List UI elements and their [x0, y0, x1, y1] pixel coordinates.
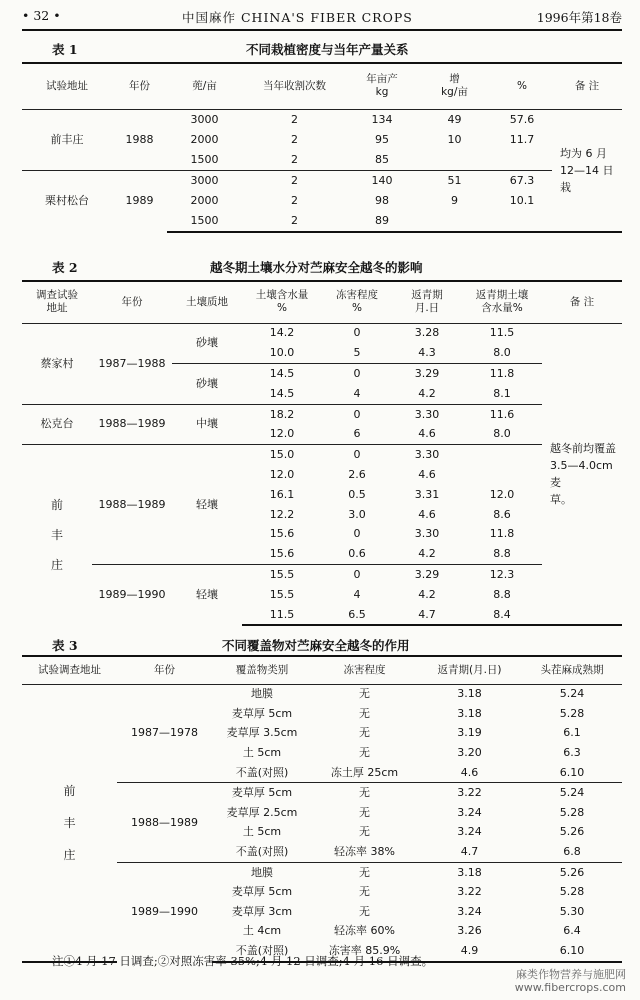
- data-cell: 15.0: [242, 445, 322, 465]
- data-cell: 不盖(对照): [212, 941, 312, 962]
- data-cell: 3.18: [457, 706, 482, 720]
- data-cell: 无: [359, 805, 370, 819]
- table-row: [22, 404, 622, 424]
- data-cell: 10.0: [269, 346, 295, 360]
- year-cell: 1989: [112, 170, 167, 232]
- data-cell: 4: [353, 587, 361, 601]
- data-cell: 15.6: [269, 527, 295, 541]
- data-cell: 5.26: [522, 862, 622, 882]
- data-cell: 2: [291, 112, 298, 126]
- column-header: 冻害程度 %: [322, 281, 392, 323]
- data-cell: 18.2: [242, 404, 322, 424]
- remark-cell: 均为 6 月 12—14 日 栽: [552, 109, 622, 232]
- data-cell: 95: [375, 132, 389, 146]
- column-header: 调查试验 地址: [22, 281, 92, 323]
- year-cell: 1988—1989: [117, 783, 212, 862]
- data-cell: 地膜: [251, 687, 273, 701]
- data-cell: 土 4cm: [242, 924, 282, 938]
- column-header: 头茬麻成熟期: [522, 656, 622, 684]
- data-cell: [417, 211, 492, 232]
- data-cell: 6.10: [522, 941, 622, 962]
- table2-title: 越冬期土壤水分对苎麻安全越冬的影响: [210, 260, 423, 275]
- data-cell: [462, 465, 542, 485]
- remark-cell: 越冬前均覆盖 3.5—4.0cm 麦 草。: [542, 323, 622, 625]
- data-cell: 85: [375, 152, 389, 166]
- site-cell: 栗村松台: [22, 170, 112, 232]
- data-cell: 1500: [167, 211, 242, 232]
- site-cell: 前 丰 庄: [22, 684, 117, 962]
- soil-cell: 砂壤: [196, 336, 218, 350]
- data-cell: 无: [359, 726, 370, 740]
- column-header: 土壤质地: [172, 281, 242, 323]
- column-header: 返青期土壤 含水量%: [462, 281, 542, 323]
- data-cell: 5: [353, 346, 361, 360]
- data-cell: 3.30: [392, 404, 462, 424]
- data-cell: 2000: [190, 132, 219, 146]
- data-cell: 8.1: [493, 386, 511, 400]
- data-cell: 2: [242, 170, 347, 191]
- data-cell: 5.26: [559, 825, 585, 839]
- column-header: 当年收割次数: [242, 63, 347, 109]
- data-cell: 3.26: [457, 924, 482, 938]
- data-cell: 12.0: [269, 427, 295, 441]
- column-header: 返青期 月.日: [392, 281, 462, 323]
- data-cell: 12.0: [489, 487, 515, 501]
- data-cell: 0.6: [348, 547, 366, 561]
- soil-cell: 中壤: [172, 404, 242, 445]
- data-cell: 2000: [190, 193, 219, 207]
- data-cell: 4.2: [418, 547, 436, 561]
- data-cell: 5.30: [559, 904, 585, 918]
- data-cell: 11.8: [489, 527, 515, 541]
- data-cell: 134: [371, 112, 393, 126]
- data-cell: 冻害率 85.9%: [312, 941, 417, 962]
- data-cell: 4.7: [392, 605, 462, 626]
- data-cell: 12.0: [269, 467, 295, 481]
- data-cell: 89: [347, 211, 417, 232]
- data-cell: 15.5: [242, 565, 322, 585]
- data-cell: 无: [312, 783, 417, 803]
- data-cell: 3.20: [457, 746, 482, 760]
- table2-label: 表 2: [52, 260, 78, 275]
- data-cell: 5.28: [559, 885, 585, 899]
- column-header: 备 注: [552, 63, 622, 109]
- data-cell: 4.3: [418, 346, 436, 360]
- column-header: 覆盖物类别: [212, 656, 312, 684]
- footnote: 注①4 月 17 日调查;②对照冻害率 35%;4 月 12 日调查;4 月 16 日调查。: [52, 954, 434, 968]
- data-cell: 8.6: [493, 507, 511, 521]
- data-cell: 49: [447, 112, 462, 126]
- data-cell: 地膜: [212, 862, 312, 882]
- table1: [22, 62, 622, 233]
- column-header: 土壤含水量 %: [242, 281, 322, 323]
- data-cell: 16.1: [269, 487, 295, 501]
- data-cell: 3.24: [457, 825, 482, 839]
- data-cell: 麦草厚 5cm: [231, 885, 293, 899]
- data-cell: 3.0: [348, 507, 366, 521]
- data-cell: 3.29: [392, 364, 462, 384]
- column-header: 年份: [117, 656, 212, 684]
- data-cell: 麦草厚 2.5cm: [226, 805, 298, 819]
- data-cell: 2: [291, 193, 298, 207]
- data-cell: 无: [359, 904, 370, 918]
- data-cell: 轻冻率 38%: [334, 845, 395, 859]
- data-cell: 3.19: [457, 726, 482, 740]
- data-cell: 0: [322, 445, 392, 465]
- watermark: 麻类作物营养与施肥网 www.fibercrops.com: [514, 968, 626, 994]
- data-cell: 67.3: [492, 170, 552, 191]
- data-cell: 5.28: [559, 805, 585, 819]
- data-cell: 3.31: [414, 487, 440, 501]
- data-cell: 57.6: [509, 112, 535, 126]
- table-row: [22, 323, 622, 343]
- table3: [22, 655, 622, 963]
- column-header: 年亩产 kg: [347, 63, 417, 109]
- data-cell: 14.2: [269, 326, 295, 340]
- data-cell: 8.8: [493, 547, 511, 561]
- data-cell: 8.0: [493, 427, 511, 441]
- data-cell: 0: [322, 565, 392, 585]
- data-cell: 4.6: [418, 427, 436, 441]
- site-cell: 蔡家村: [40, 356, 74, 370]
- data-cell: 6.5: [322, 605, 392, 626]
- data-cell: 8.4: [462, 605, 542, 626]
- table-row: [22, 684, 622, 704]
- table-row: [22, 565, 622, 585]
- data-cell: 4.6: [418, 507, 436, 521]
- data-cell: 6.3: [563, 746, 581, 760]
- data-cell: [417, 150, 492, 171]
- site-cell: 前 丰 庄: [22, 445, 92, 626]
- data-cell: 11.8: [462, 364, 542, 384]
- data-cell: 冻土厚 25cm: [330, 765, 399, 779]
- data-cell: 12.3: [462, 565, 542, 585]
- data-cell: 6.1: [563, 726, 581, 740]
- data-cell: 5.28: [559, 706, 585, 720]
- issue-info: 1996年第18卷: [536, 10, 622, 25]
- soil-cell: 砂壤: [172, 364, 242, 405]
- data-cell: 3000: [167, 170, 242, 191]
- data-cell: 土 5cm: [242, 825, 282, 839]
- data-cell: 10: [447, 132, 462, 146]
- journal-name: 中国麻作 CHINA'S FIBER CROPS: [182, 10, 413, 25]
- data-cell: 0.5: [348, 487, 366, 501]
- data-cell: 0: [322, 404, 392, 424]
- table1-label: 表 1: [52, 42, 78, 57]
- table3-label: 表 3: [52, 638, 78, 653]
- column-header: 蔸/亩: [167, 63, 242, 109]
- column-header: 备 注: [542, 281, 622, 323]
- data-cell: 土 5cm: [242, 746, 282, 760]
- column-header: 试验地址: [22, 63, 112, 109]
- data-cell: 15.5: [269, 587, 295, 601]
- data-cell: 6.10: [559, 765, 585, 779]
- data-cell: 无: [359, 706, 370, 720]
- data-cell: 3.18: [417, 862, 522, 882]
- data-cell: 5.24: [522, 783, 622, 803]
- data-cell: 3.22: [417, 783, 522, 803]
- year-cell: 1988—1989: [92, 404, 172, 445]
- data-cell: 不盖(对照): [235, 765, 289, 779]
- page-number: • 32 •: [22, 8, 61, 23]
- year-cell: 1987—1978: [131, 726, 198, 740]
- data-cell: [492, 211, 552, 232]
- table3-title: 不同覆盖物对苎麻安全越冬的作用: [222, 638, 410, 653]
- column-header: 冻害程度: [312, 656, 417, 684]
- data-cell: 6.8: [563, 845, 581, 859]
- data-cell: 4.6: [418, 467, 436, 481]
- data-cell: 2: [291, 152, 298, 166]
- data-cell: 麦草厚 5cm: [231, 706, 293, 720]
- data-cell: 10.1: [509, 193, 535, 207]
- data-cell: 无: [359, 746, 370, 760]
- table-row: [22, 109, 622, 130]
- data-cell: 5.24: [559, 687, 585, 701]
- year-cell: 1989—1990: [92, 565, 172, 626]
- data-cell: 4.2: [418, 386, 436, 400]
- data-cell: 0: [322, 364, 392, 384]
- data-cell: 不盖(对照): [235, 845, 289, 859]
- data-cell: 6.4: [563, 924, 581, 938]
- data-cell: 3.18: [457, 687, 482, 701]
- data-cell: 4: [353, 386, 361, 400]
- data-cell: 2.6: [348, 467, 366, 481]
- soil-cell: 轻壤: [172, 565, 242, 626]
- data-cell: 轻冻率 60%: [334, 924, 395, 938]
- data-cell: 8.8: [493, 587, 511, 601]
- data-cell: 11.5: [242, 605, 322, 626]
- site-cell: 松克台: [22, 404, 92, 445]
- data-cell: 无: [359, 825, 370, 839]
- column-header: %: [492, 63, 552, 109]
- table-row: [22, 445, 622, 465]
- data-cell: 4.9: [417, 941, 522, 962]
- year-cell: 1988—1989: [92, 445, 172, 565]
- soil-cell: 轻壤: [172, 445, 242, 565]
- column-header: 返青期(月.日): [417, 656, 522, 684]
- year-cell: 1988: [125, 132, 154, 146]
- site-cell: 前丰庄: [50, 132, 84, 146]
- table2: [22, 280, 622, 626]
- data-cell: 无: [359, 885, 370, 899]
- column-header: 年份: [92, 281, 172, 323]
- data-cell: 12.2: [269, 507, 295, 521]
- data-cell: 3.30: [414, 527, 440, 541]
- column-header: 增 kg/亩: [417, 63, 492, 109]
- data-cell: 0: [353, 527, 361, 541]
- data-cell: 无: [312, 862, 417, 882]
- data-cell: 98: [375, 193, 389, 207]
- table-row: [22, 170, 622, 191]
- data-cell: 2: [242, 211, 347, 232]
- data-cell: 9: [451, 193, 458, 207]
- data-cell: 3.24: [457, 805, 482, 819]
- data-cell: 3000: [190, 112, 219, 126]
- data-cell: [462, 445, 542, 465]
- data-cell: 14.5: [242, 364, 322, 384]
- data-cell: 4.2: [418, 587, 436, 601]
- data-cell: 麦草厚 5cm: [212, 783, 312, 803]
- data-cell: 11.7: [509, 132, 535, 146]
- data-cell: 11.6: [462, 404, 542, 424]
- data-cell: 4.7: [460, 845, 479, 859]
- data-cell: 51: [417, 170, 492, 191]
- data-cell: 3.22: [457, 885, 482, 899]
- data-cell: 1500: [190, 152, 219, 166]
- data-cell: 3.24: [457, 904, 482, 918]
- column-header: 年份: [112, 63, 167, 109]
- year-cell: 1989—1990: [117, 862, 212, 961]
- data-cell: 3.28: [414, 326, 440, 340]
- data-cell: 4.6: [460, 765, 479, 779]
- data-cell: 6: [353, 427, 361, 441]
- data-cell: 140: [347, 170, 417, 191]
- table1-title: 不同栽植密度与当年产量关系: [246, 42, 409, 57]
- data-cell: 8.0: [493, 346, 511, 360]
- data-cell: 15.6: [269, 547, 295, 561]
- data-cell: 3.29: [392, 565, 462, 585]
- column-header: 试验调查地址: [22, 656, 117, 684]
- data-cell: 无: [359, 687, 370, 701]
- data-cell: [492, 150, 552, 171]
- data-cell: 麦草厚 3cm: [231, 904, 293, 918]
- year-cell: 1987—1988: [98, 356, 166, 370]
- header-rule: [22, 29, 622, 31]
- running-header: [22, 8, 622, 28]
- data-cell: 2: [291, 132, 298, 146]
- data-cell: 14.5: [269, 386, 295, 400]
- data-cell: 麦草厚 3.5cm: [226, 726, 298, 740]
- data-cell: 0: [353, 326, 361, 340]
- data-cell: 3.30: [392, 445, 462, 465]
- data-cell: 11.5: [489, 326, 515, 340]
